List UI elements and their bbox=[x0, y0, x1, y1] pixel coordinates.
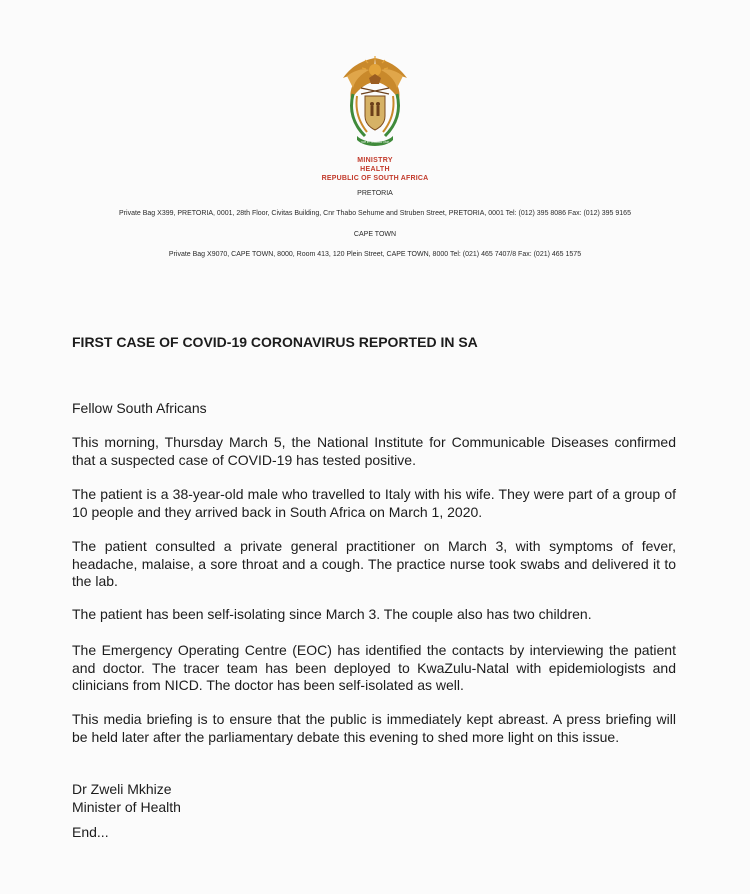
office-cape-town-city: CAPE TOWN bbox=[353, 231, 397, 238]
paragraph-3: The patient consulted a private general practitioner on March 3, with symptoms of fever, headache, malaise, a sore throat and a cough. The practice nurse took swabs and delivered it to the lab. bbox=[72, 538, 676, 589]
signatory-name: Dr Zweli Mkhize bbox=[72, 781, 172, 797]
ministry-name-block bbox=[0, 156, 750, 183]
closing-text: End... bbox=[72, 824, 109, 840]
paragraph-1: This morning, Thursday March 5, the National Institute for Communicable Diseases confirmed that a suspected case of COVID-19 has tested positive. bbox=[72, 434, 676, 468]
paragraph-2: The patient is a 38-year-old male who travelled to Italy with his wife. They were part of a group of 10 people and they arrived back in South Africa on March 1, 2020. bbox=[72, 486, 676, 520]
ministry-line-1: MINISTRY bbox=[357, 157, 393, 164]
office-pretoria-address: Private Bag X399, PRETORIA, 0001, 28th Floor, Civitas Building, Cnr Thabo Sehume and Struben Street, PRETORIA, 0001 Tel: (012) 395 8086 Fax: (012) 395 9165 bbox=[119, 210, 631, 217]
statement-title: FIRST CASE OF COVID-19 CORONAVIRUS REPORTED IN SA bbox=[72, 334, 478, 350]
signatory-title: Minister of Health bbox=[72, 799, 181, 815]
coat-of-arms-logo bbox=[335, 54, 415, 154]
paragraph-4: The patient has been self-isolating since March 3. The couple also has two children. bbox=[72, 606, 592, 622]
ministry-line-3: REPUBLIC OF SOUTH AFRICA bbox=[321, 175, 429, 182]
ministry-line-2: HEALTH bbox=[360, 166, 390, 173]
office-pretoria-city: PRETORIA bbox=[357, 190, 393, 197]
paragraph-6: This media briefing is to ensure that the public is immediately kept abreast. A press briefing will be held later after the parliamentary debate this evening to shed more light on this issue. bbox=[72, 711, 676, 745]
crest-motto-text: !KE E: /XARRA //KE bbox=[361, 140, 389, 144]
office-cape-town-address: Private Bag X9070, CAPE TOWN, 8000, Room 413, 120 Plein Street, CAPE TOWN, 8000 Tel: (021) 465 7407/8 Fax: (021) 465 1575 bbox=[168, 251, 582, 258]
salutation: Fellow South Africans bbox=[72, 400, 207, 416]
paragraph-5: The Emergency Operating Centre (EOC) has identified the contacts by interviewing the patient and doctor. The tracer team has been deployed to KwaZulu-Natal with epidemiologists and clinicians from NICD. The doctor has been self-isolated as well. bbox=[72, 642, 676, 693]
